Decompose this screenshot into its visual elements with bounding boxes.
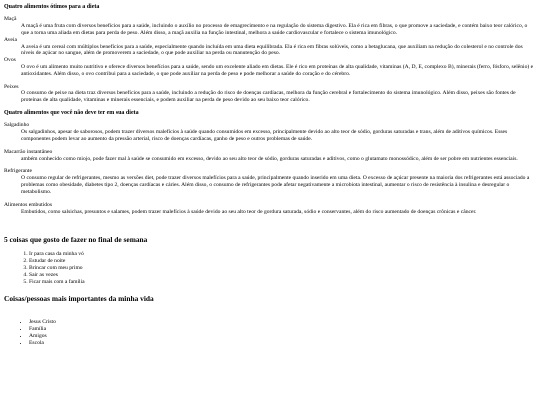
list-item: 3. Brincar com meu primo bbox=[29, 265, 536, 272]
food-description-macarrao: ambém conhecido como miojo, pode fazer mal à saúde se consumido em excesso, devido ao seu alto teor de sódio, gorduras saturadas e aditivos, como o glutamato monossódico, além de ser pobre em nutrientes essenciais. bbox=[21, 155, 518, 162]
list-item: 4. Sair as vezes bbox=[29, 272, 536, 279]
food-description-peixes: O consumo de peixe na dieta traz diversos benefícios para a saúde, incluindo a redução do risco de doenças cardíacas, melhora da função cerebral e fortalecimento do sistema imunológico. Além disso, peixes são fontes de proteínas de alta qualidade, vitaminas e minerais essenciais, e podem auxiliar na perda de peso devido ao seu baixo teor calórico. bbox=[21, 90, 516, 104]
food-description-maca: A maçã é uma fruta com diversos benefícios para a saúde, incluindo o auxílio no processo de emagrecimento e na regulação do sistema digestivo. Ela é rica em fibras, o que promove a saciedade, e contém baixo teor calórico, o que a torna uma aliada em dietas para perda de peso. Além disso, a maçã auxilia na função intestinal, melhora a saúde cardiovascular e fortalece o sistema imunológico. bbox=[21, 23, 528, 36]
food-term-ovos: Ovos bbox=[4, 57, 16, 64]
list-item: 2. Estudar de noite bbox=[29, 258, 536, 265]
food-term-macarrao: Macarrão instantâneo bbox=[4, 148, 53, 155]
food-term-embutidos: Alimentos embutidos bbox=[4, 201, 53, 208]
food-description-aveia: A aveia é um cereal com múltiplos benefícios para a saúde, especialmente quando incluída em uma dieta equilibrada. Ela é rica em fibras solúveis, como a betaglucana, que auxiliam na redução do colesterol e no controle dos níveis de açúcar no sangue, além de promoverem a saciedade, o que pode auxiliar na perda ou manutenção do peso. bbox=[21, 43, 523, 57]
food-description-embutidos: Embutidos, como salsichas, presuntos e salames, podem trazer malefícios à saúde devido ao seu alto teor de gordura saturada, sódio e conservantes, além do risco aumentado de doenças crônicas e câncer. bbox=[21, 208, 477, 215]
list-item: • Família bbox=[29, 326, 536, 333]
bad-foods-list bbox=[4, 122, 536, 215]
food-description-ovos: O ovo é um alimento muito nutritivo e oferece diversos benefícios para a saúde, sendo um excelente aliado em dietas. Ele é rico em proteínas de alta qualidade, vitaminas (A, D, E, complexo B), minerais (ferro, fósforo, selênio) e antioxidantes. Além disso, o ovo contribui para a saciedade, o que pode auxiliar na perda de peso e pode melhorar a saúde do coração e do cérebro. bbox=[21, 64, 534, 77]
food-description-refrigerante: O consumo regular de refrigerantes, mesmo as versões diet, pode trazer diversos malefícios para a saúde, principalmente quando inserido em uma dieta. O excesso de açúcar presente na maioria dos refrigerantes está associado a problemas como obesidade, diabetes tipo 2, doenças cardíacas e cáries. Além disso, o consumo de refrigerantes pode afetar negativamente a microbiota intestinal, aumentar o risco de resistência à insulina e desregular o metabolismo. bbox=[21, 175, 530, 195]
weekend-activities-list bbox=[4, 251, 536, 285]
list-item: 1. Ir para casa da minha vó bbox=[29, 251, 536, 258]
good-foods-list bbox=[4, 16, 536, 104]
food-term-maca: Maçã bbox=[4, 16, 17, 23]
section-title-good-foods: Quatro alimentos ótimos para a dieta bbox=[4, 4, 100, 10]
list-item: • Amigos bbox=[29, 333, 536, 340]
section-title-important-things: Coisas/pessoas mais importantes da minha vida bbox=[4, 294, 154, 304]
food-term-salgadinho: Salgadinho bbox=[4, 122, 30, 129]
food-description-salgadinho: Os salgadinhos, apesar de saborosos, podem trazer diversos malefícios à saúde quando consumidos em excesso, principalmente devido ao alto teor de sódio, gorduras saturadas e trans, além de aditivos químicos. Esses componentes podem levar ao aumento da pressão arterial, risco de doenças cardíacas, ganho de peso e outros problemas de saúde. bbox=[21, 129, 508, 142]
section-title-bad-foods: Quatro alimentos que você não deve ter em sua dieta bbox=[4, 110, 139, 117]
food-term-peixes: Peixes bbox=[4, 83, 19, 90]
list-item: 5. Ficar mais com a família bbox=[29, 279, 536, 286]
list-item: • Jesus Cristo bbox=[29, 319, 536, 326]
important-things-list bbox=[4, 319, 536, 346]
section-title-weekend: 5 coisas que gosto de fazer no final de semana bbox=[4, 235, 148, 245]
food-term-refrigerante: Refrigerante bbox=[4, 168, 32, 175]
list-item: • Escola bbox=[29, 340, 536, 347]
food-term-aveia: Aveia bbox=[4, 36, 17, 43]
